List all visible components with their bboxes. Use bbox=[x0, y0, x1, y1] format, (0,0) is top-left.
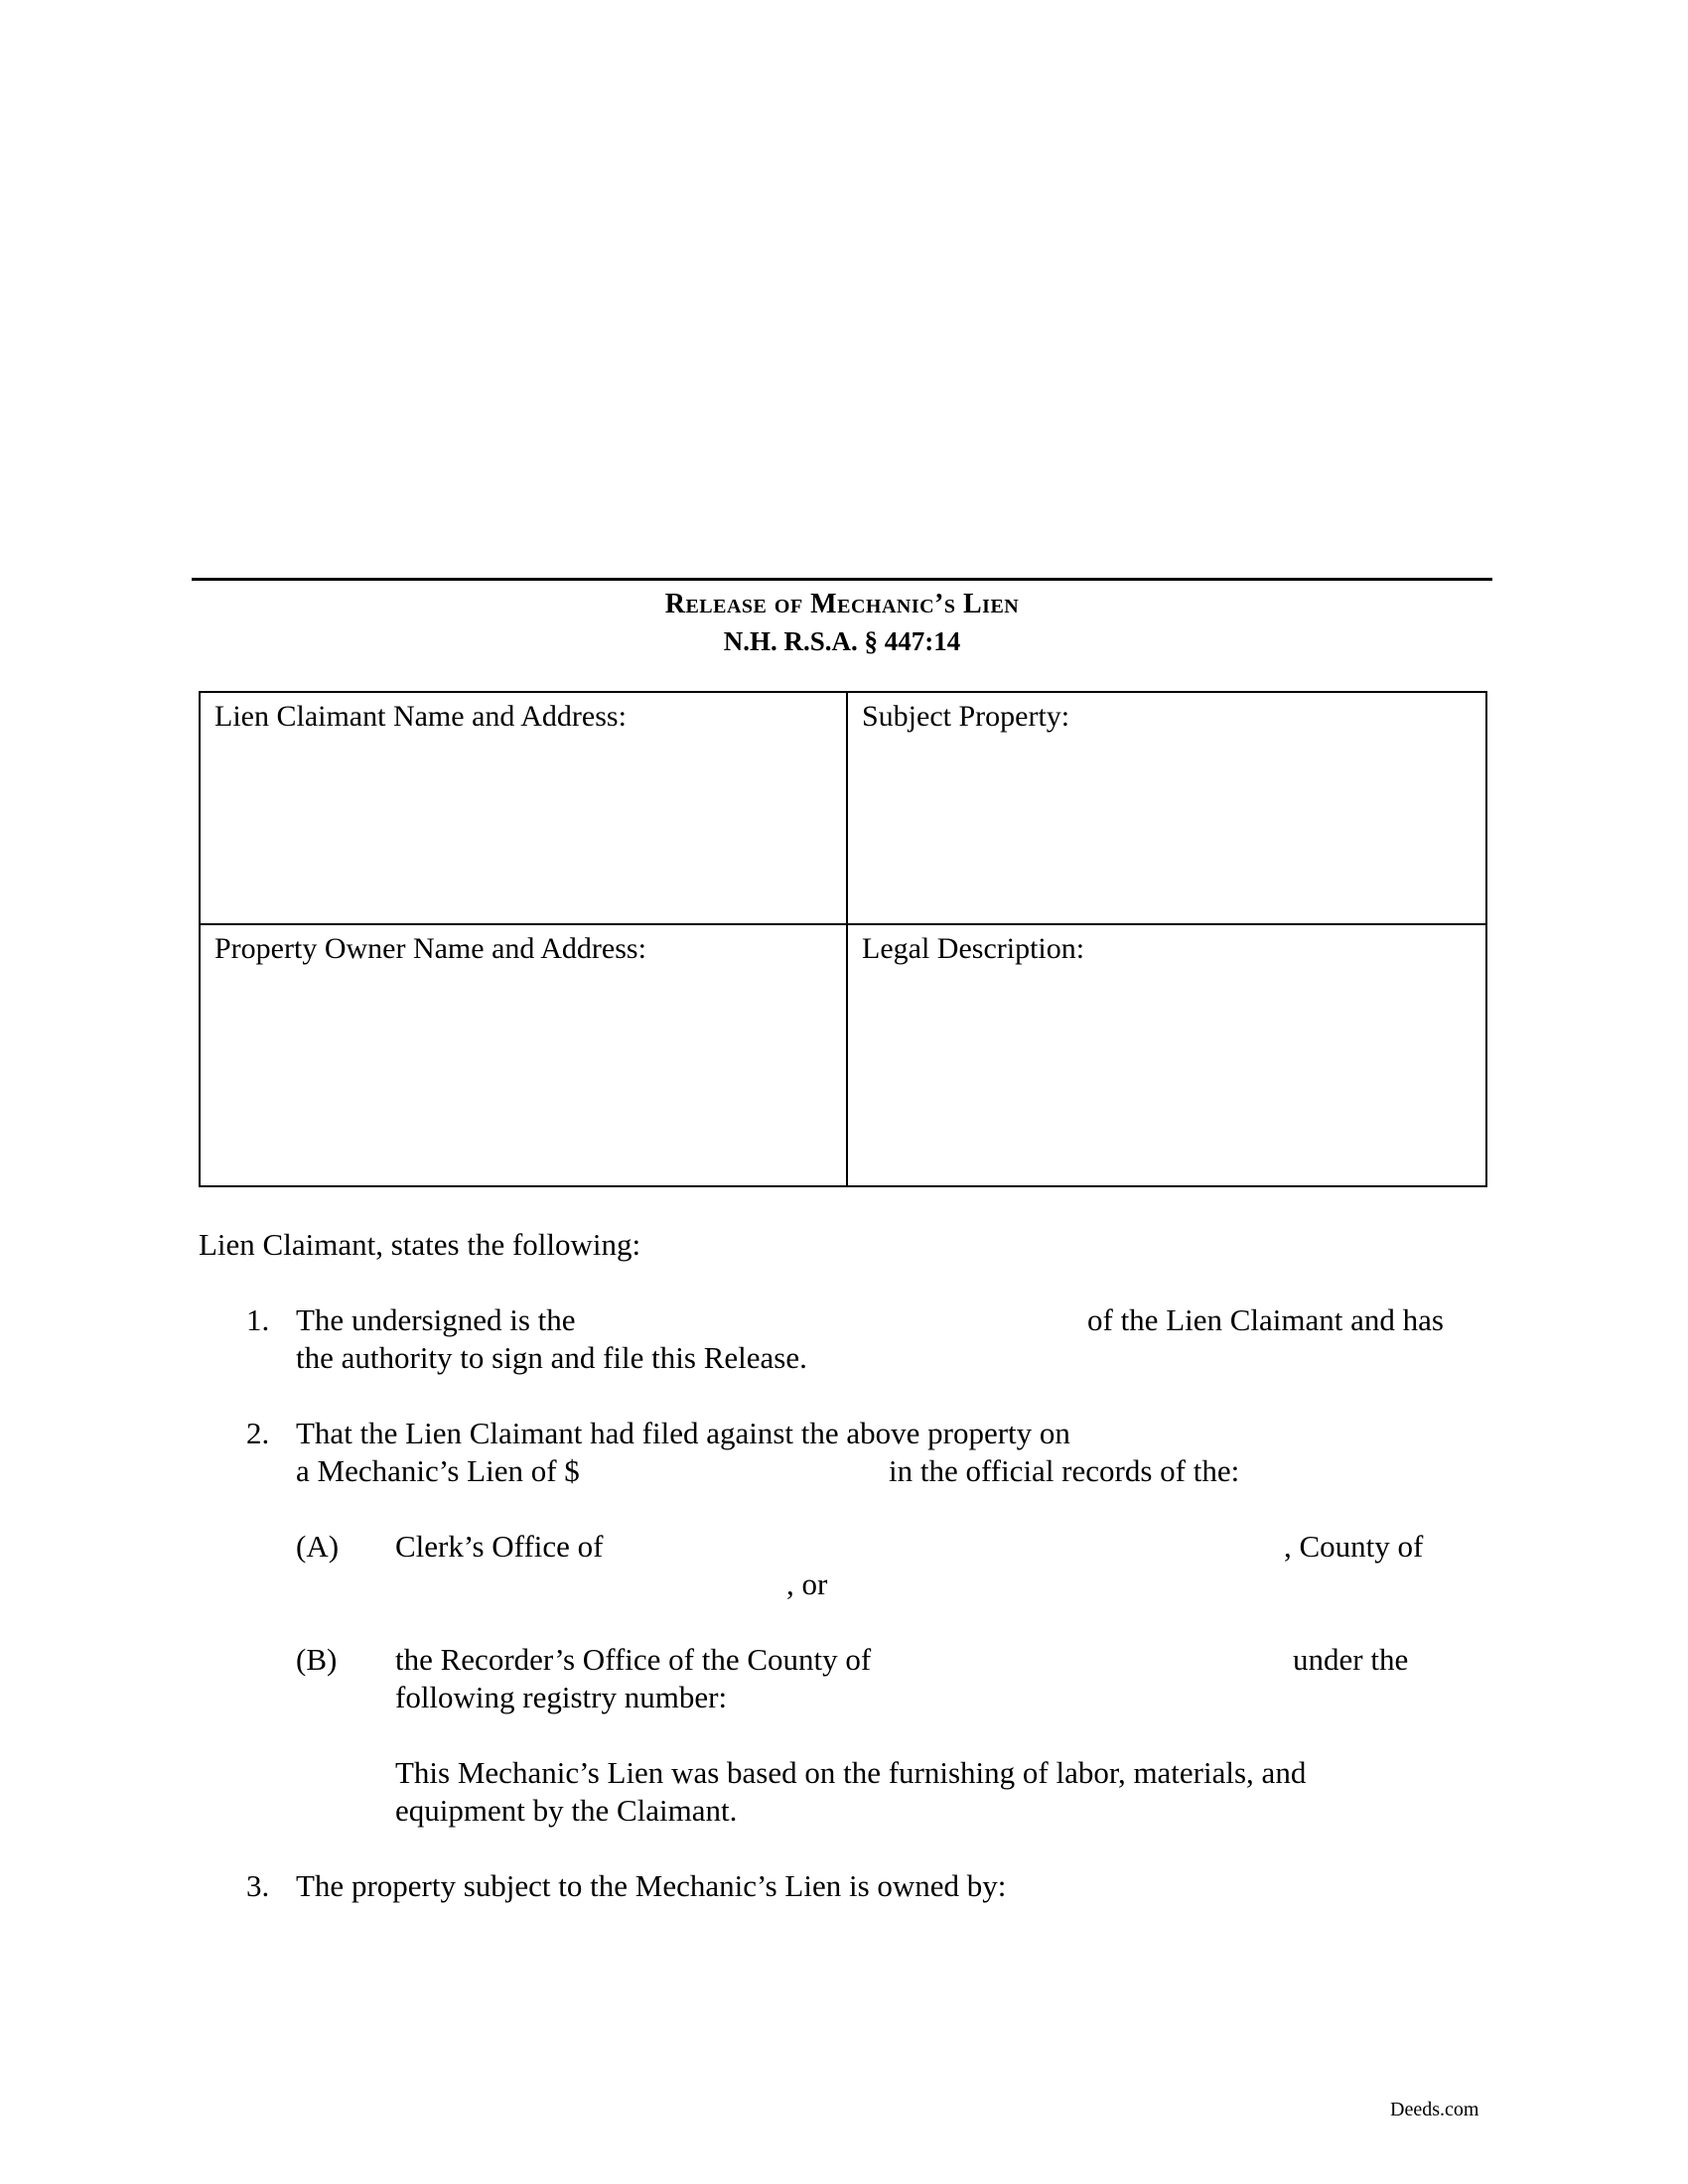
footer-brand: Deeds.com bbox=[1390, 2099, 1479, 2120]
subject-property-label: Subject Property: bbox=[862, 700, 1070, 733]
title-rule bbox=[192, 578, 1492, 581]
item1-line2: the authority to sign and file this Release. bbox=[296, 1340, 807, 1375]
option-a-line2: , or bbox=[786, 1567, 828, 1601]
item1-line1-start: The undersigned is the bbox=[296, 1302, 576, 1337]
option-b-label: (B) bbox=[296, 1642, 338, 1677]
info-table bbox=[199, 691, 1487, 1187]
item2-line2-end: in the official records of the: bbox=[889, 1453, 1240, 1488]
document-title: Release of Mechanic’s Lien bbox=[664, 589, 1020, 619]
item1-line1-end: of the Lien Claimant and has bbox=[1087, 1302, 1444, 1337]
intro-statement: Lien Claimant, states the following: bbox=[199, 1227, 641, 1262]
option-b-line2: following registry number: bbox=[395, 1680, 728, 1714]
lien-basis-line1: This Mechanic’s Lien was based on the furnishing of labor, materials, and bbox=[395, 1755, 1307, 1790]
item2-line1: That the Lien Claimant had filed against the above property on bbox=[296, 1416, 1070, 1450]
option-a-label: (A) bbox=[296, 1529, 340, 1564]
option-a-line1-end: , County of bbox=[1284, 1529, 1424, 1564]
legal-description-label: Legal Description: bbox=[862, 932, 1085, 965]
item2-number: 2. bbox=[246, 1416, 270, 1450]
property-owner-cell bbox=[201, 923, 846, 1185]
item3-number: 3. bbox=[246, 1868, 270, 1903]
subject-property-cell bbox=[846, 693, 1485, 923]
statute-reference: N.H. R.S.A. § 447:14 bbox=[723, 626, 961, 656]
item3-text: The property subject to the Mechanic’s Lien is owned by: bbox=[296, 1868, 1007, 1903]
item1-number: 1. bbox=[246, 1302, 270, 1337]
lien-basis-line2: equipment by the Claimant. bbox=[395, 1793, 738, 1828]
option-b-line1-end: under the bbox=[1293, 1642, 1409, 1677]
option-b-line1-start: the Recorder’s Office of the County of bbox=[395, 1642, 872, 1677]
legal-description-cell bbox=[846, 923, 1485, 1185]
lien-claimant-label: Lien Claimant Name and Address: bbox=[214, 700, 627, 733]
property-owner-label: Property Owner Name and Address: bbox=[214, 932, 646, 965]
option-a-line1-start: Clerk’s Office of bbox=[395, 1529, 604, 1564]
item2-line2-start: a Mechanic’s Lien of $ bbox=[296, 1453, 580, 1488]
lien-claimant-cell bbox=[201, 693, 846, 923]
